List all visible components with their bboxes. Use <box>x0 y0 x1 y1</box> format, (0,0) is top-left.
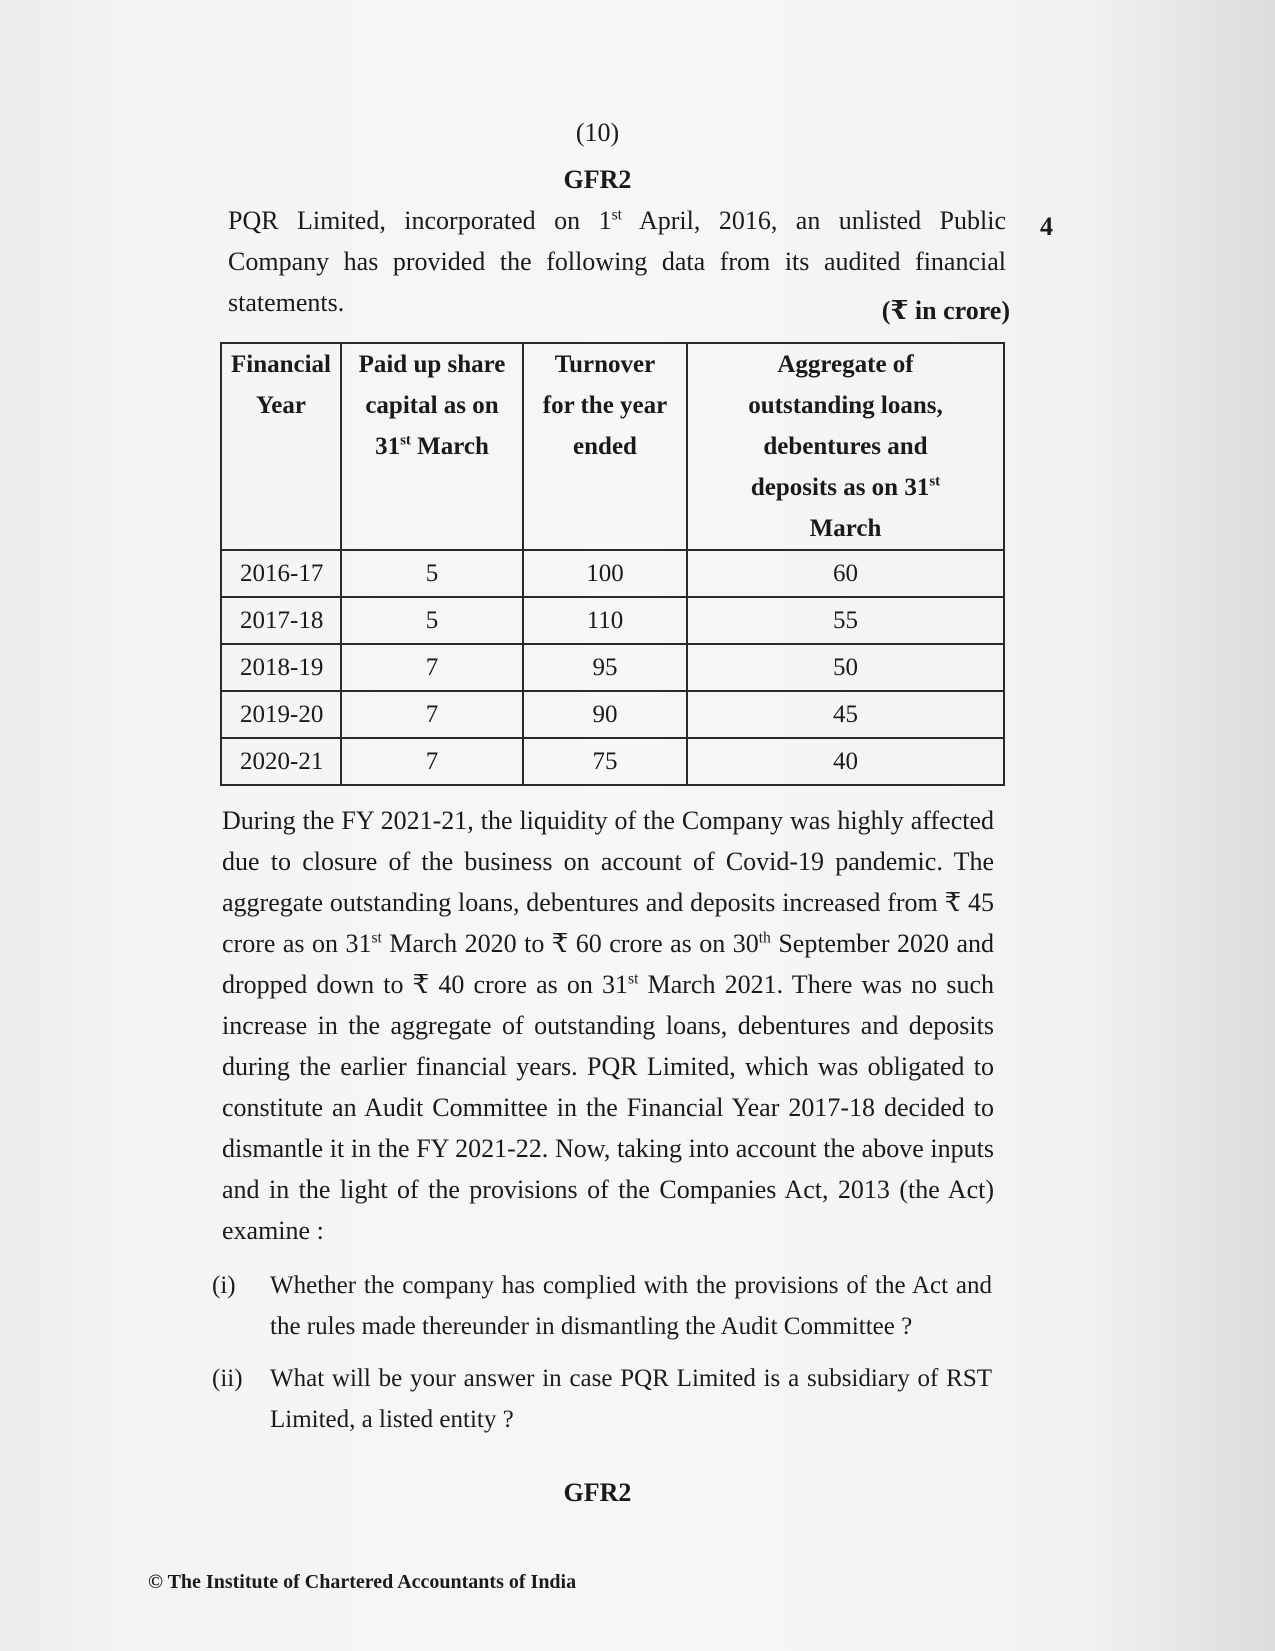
sub-question-text: Whether the company has complied with the provisions of the Act and the rules made thereunder in dismantling the Audit Committee ? <box>270 1272 992 1340</box>
financial-data-table <box>220 342 1005 786</box>
cell-aggregate: 50 <box>687 644 1004 691</box>
question-body: During the FY 2021-21, the liquidity of the Company was highly affected due to closure of the business on account of Covid-19 pandemic. The aggregate outstanding loans, debentures and deposits increased from ₹ 45 crore as on 31st March 2020 to ₹ 60 crore as on 30th September 2020 and dropped down to ₹ 40 crore as on 31st March 2021. There was no such increase in the aggregate of outstanding loans, debentures and deposits during the earlier financial years. PQR Limited, which was obligated to constitute an Audit Committee in the Financial Year 2017-18 decided to dismantle it in the FY 2021-22. Now, taking into account the above inputs and in the light of the provisions of the Companies Act, 2013 (the Act) examine : <box>222 806 994 1245</box>
cell-capital: 7 <box>341 691 523 738</box>
cell-turnover: 110 <box>523 597 687 644</box>
table-header-row <box>221 343 1004 550</box>
currency-unit: (₹ in crore) <box>881 296 1010 325</box>
cell-turnover: 100 <box>523 550 687 597</box>
question-intro: PQR Limited, incorporated on 1st April, 2016, an unlisted Public Company has provided the following data from its audited financial statements. <box>228 206 1006 317</box>
table-row <box>221 738 1004 785</box>
paper-code-header: GFR2 <box>563 165 632 194</box>
cell-year: 2020-21 <box>221 738 341 785</box>
col-header-turnover: Turnover for the year ended <box>523 343 687 550</box>
question-marks: 4 <box>1040 212 1053 241</box>
col-header-paid-up-capital: Paid up share capital as on 31st March <box>341 343 523 550</box>
sub-question-text: What will be your answer in case PQR Limited is a subsidiary of RST Limited, a listed entity ? <box>270 1365 992 1433</box>
sub-question-1 <box>212 1265 992 1355</box>
cell-capital: 7 <box>341 738 523 785</box>
cell-year: 2017-18 <box>221 597 341 644</box>
table-row <box>221 597 1004 644</box>
table-row <box>221 644 1004 691</box>
cell-capital: 7 <box>341 644 523 691</box>
copyright-footer: © The Institute of Chartered Accountants of India <box>148 1571 577 1593</box>
cell-year: 2016-17 <box>221 550 341 597</box>
col-header-financial-year: Financial Year <box>221 343 341 550</box>
cell-capital: 5 <box>341 550 523 597</box>
cell-year: 2018-19 <box>221 644 341 691</box>
table-row <box>221 550 1004 597</box>
cell-turnover: 75 <box>523 738 687 785</box>
sub-question-number: (ii) <box>212 1365 243 1392</box>
page-number: (10) <box>575 118 620 147</box>
paper-code-footer: GFR2 <box>563 1478 632 1507</box>
table-row <box>221 691 1004 738</box>
sub-question-2 <box>212 1358 992 1448</box>
cell-aggregate: 40 <box>687 738 1004 785</box>
cell-aggregate: 45 <box>687 691 1004 738</box>
cell-turnover: 95 <box>523 644 687 691</box>
col-header-aggregate-loans: Aggregate of outstanding loans, debentures and deposits as on 31st March <box>687 343 1004 550</box>
sub-question-number: (i) <box>212 1272 236 1299</box>
cell-year: 2019-20 <box>221 691 341 738</box>
cell-aggregate: 55 <box>687 597 1004 644</box>
cell-capital: 5 <box>341 597 523 644</box>
cell-turnover: 90 <box>523 691 687 738</box>
cell-aggregate: 60 <box>687 550 1004 597</box>
